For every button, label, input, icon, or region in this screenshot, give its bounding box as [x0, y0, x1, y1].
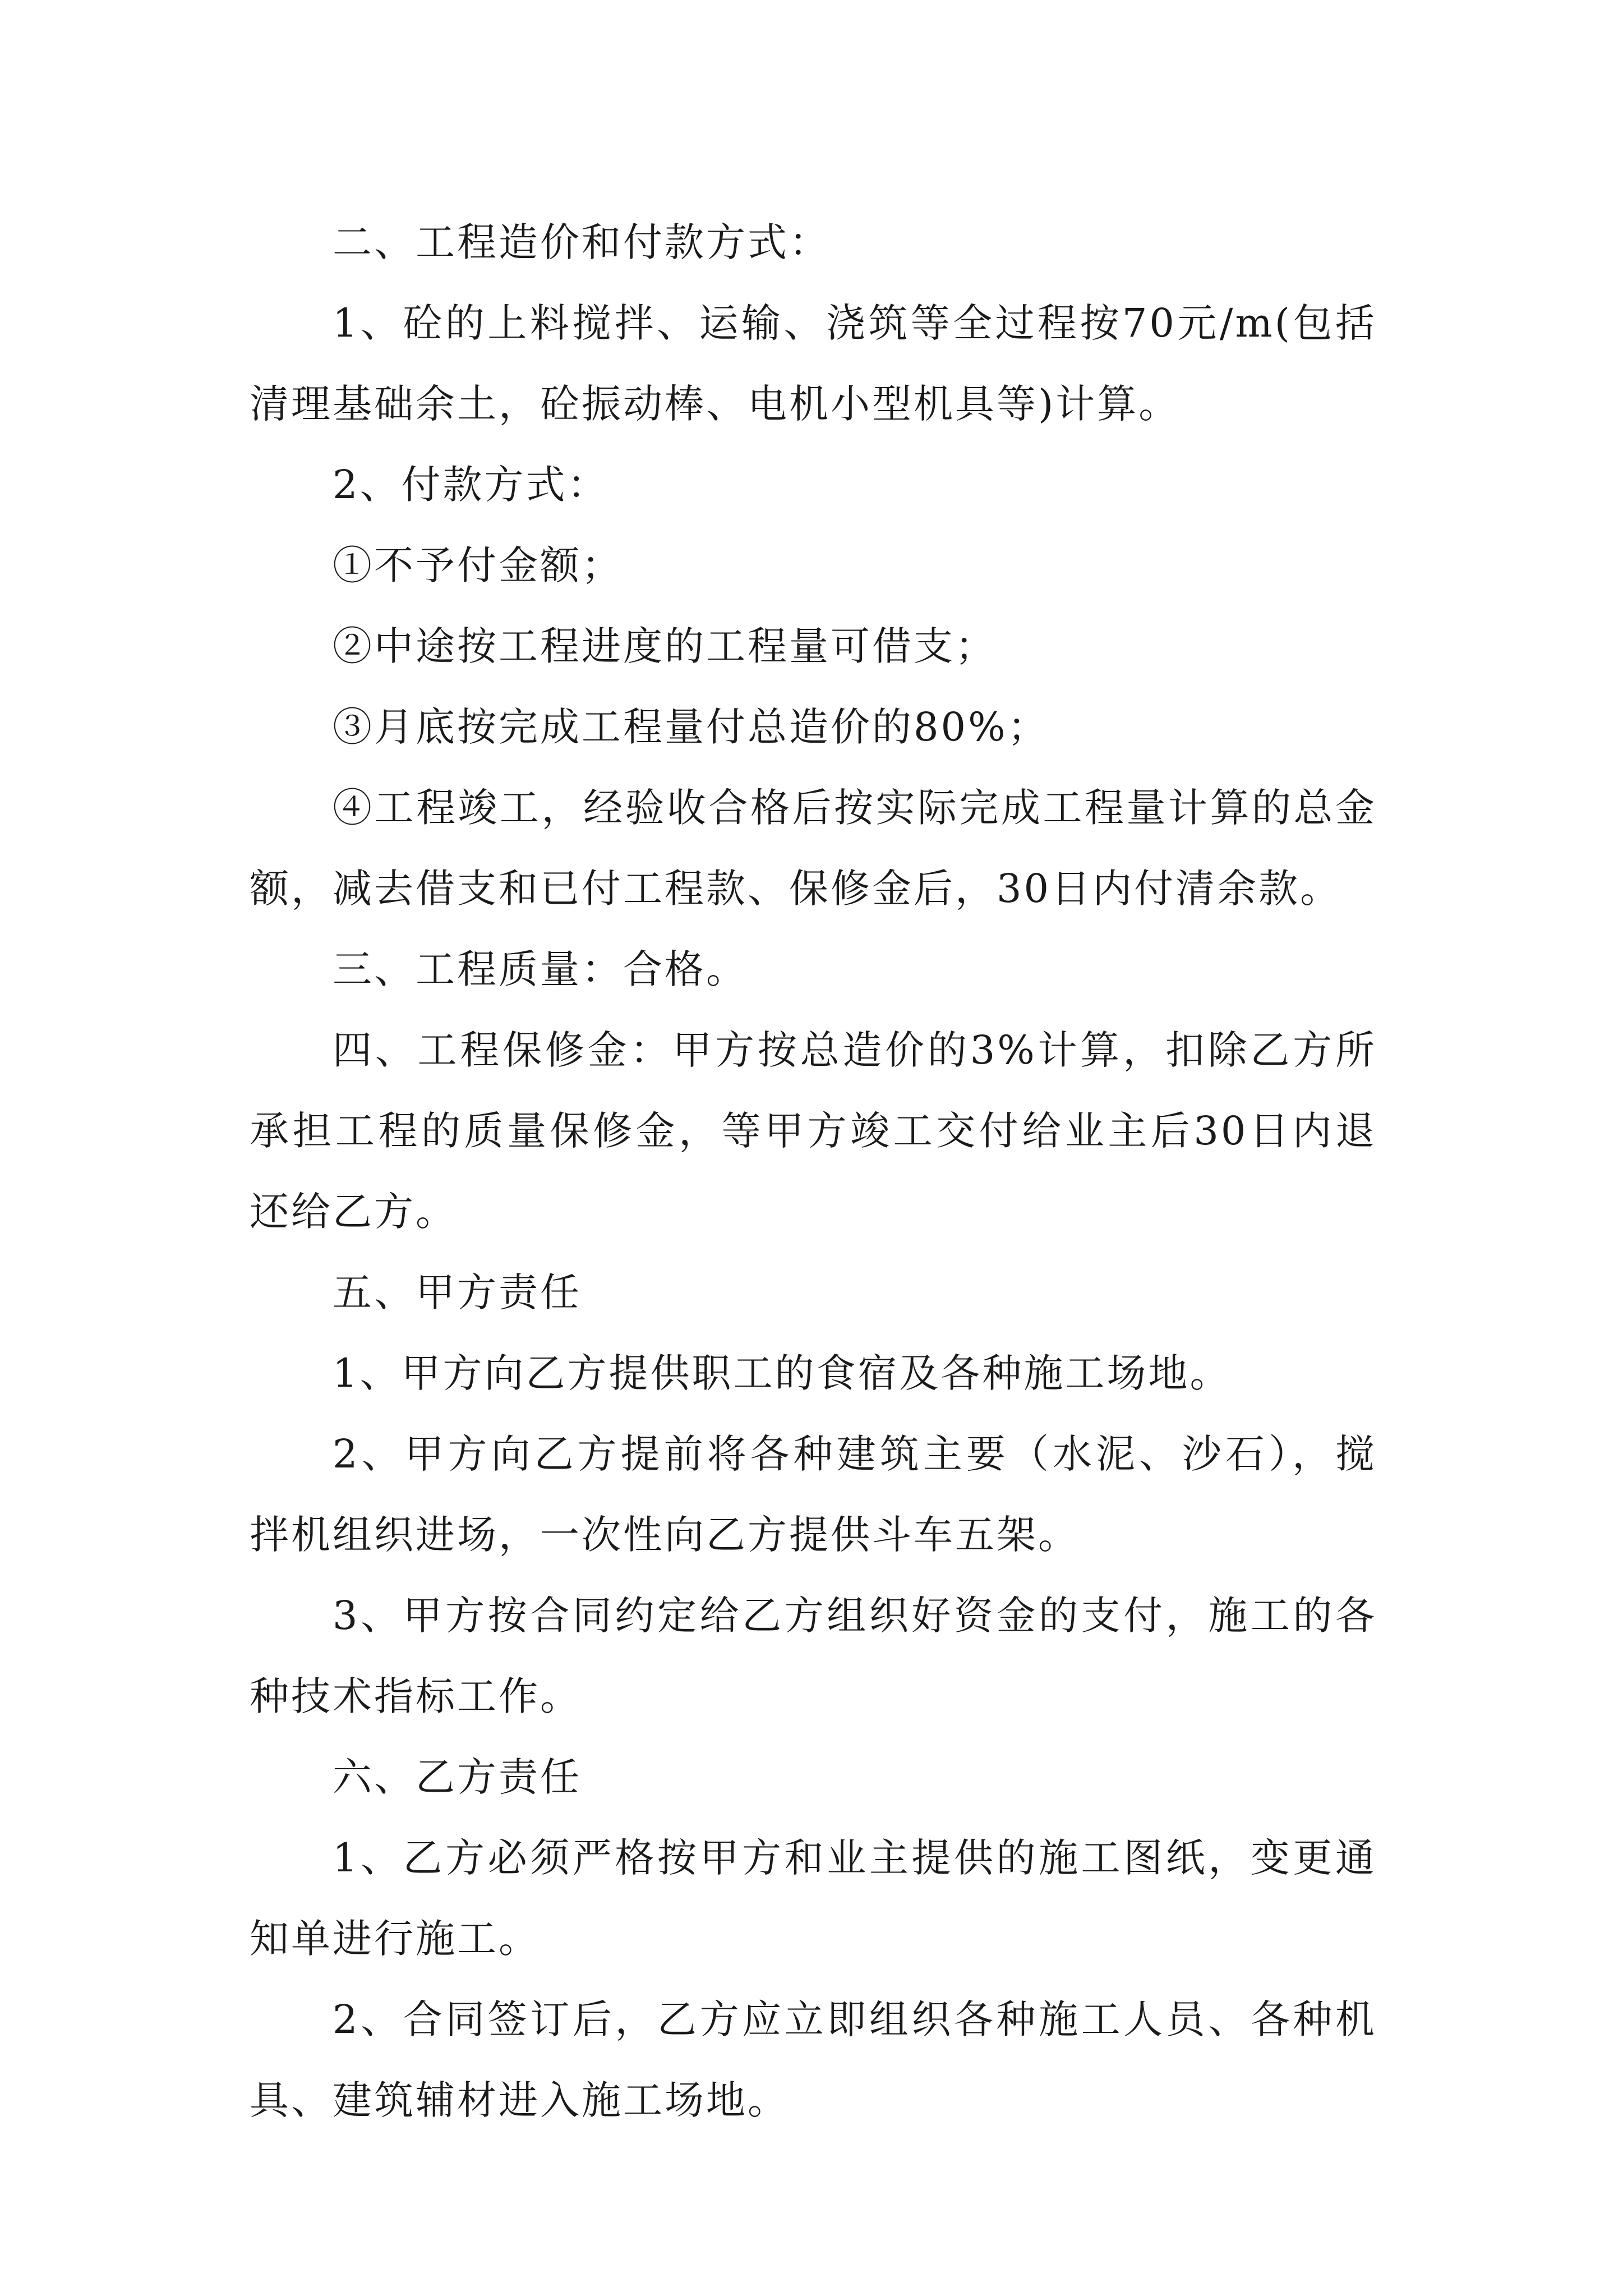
paragraph-payment-method: 2、付款方式： — [333, 462, 609, 508]
section-heading-party-a: 五、甲方责任 — [333, 1269, 582, 1315]
paragraph-pricing-rate: 1、砼的上料搅拌、运输、浇筑等全过程按70元/m(包括清理基础余土，砼振动棒、电机小型机具等)计算。 — [250, 300, 1377, 427]
paragraph-party-b-1: 1、乙方必须严格按甲方和业主提供的施工图纸，变更通知单进行施工。 — [250, 1835, 1377, 1962]
paragraph-party-a-2: 2、甲方向乙方提前将各种建筑主要（水泥、沙石），搅拌机组织进场，一次性向乙方提供斗车五架。 — [250, 1431, 1377, 1558]
list-item-payment-1: ①不予付金额； — [333, 542, 623, 588]
paragraph-party-a-3: 3、甲方按合同约定给乙方组织好资金的支付，施工的各种技术指标工作。 — [250, 1593, 1377, 1719]
section-heading-warranty: 四、工程保修金：甲方按总造价的3%计算，扣除乙方所承担工程的质量保修金，等甲方竣工交付给业主后30日内退还给乙方。 — [250, 1027, 1377, 1235]
section-heading-quality: 三、工程质量：合格。 — [333, 946, 748, 992]
section-heading-party-b: 六、乙方责任 — [333, 1754, 582, 1800]
section-heading-pricing: 二、工程造价和付款方式： — [333, 219, 831, 265]
paragraph-party-b-2: 2、合同签订后，乙方应立即组织各种施工人员、各种机具、建筑辅材进入施工场地。 — [250, 1996, 1377, 2123]
paragraph-party-a-1: 1、甲方向乙方提供职工的食宿及各种施工场地。 — [333, 1350, 1232, 1396]
document-body — [250, 202, 1377, 2141]
list-item-payment-4: ④工程竣工，经验收合格后按实际完成工程量计算的总金额，减去借支和已付工程款、保修金后，30日内付清余款。 — [250, 785, 1377, 912]
list-item-payment-2: ②中途按工程进度的工程量可借支； — [333, 623, 997, 669]
list-item-payment-3: ③月底按完成工程量付总造价的80%； — [333, 704, 1049, 750]
